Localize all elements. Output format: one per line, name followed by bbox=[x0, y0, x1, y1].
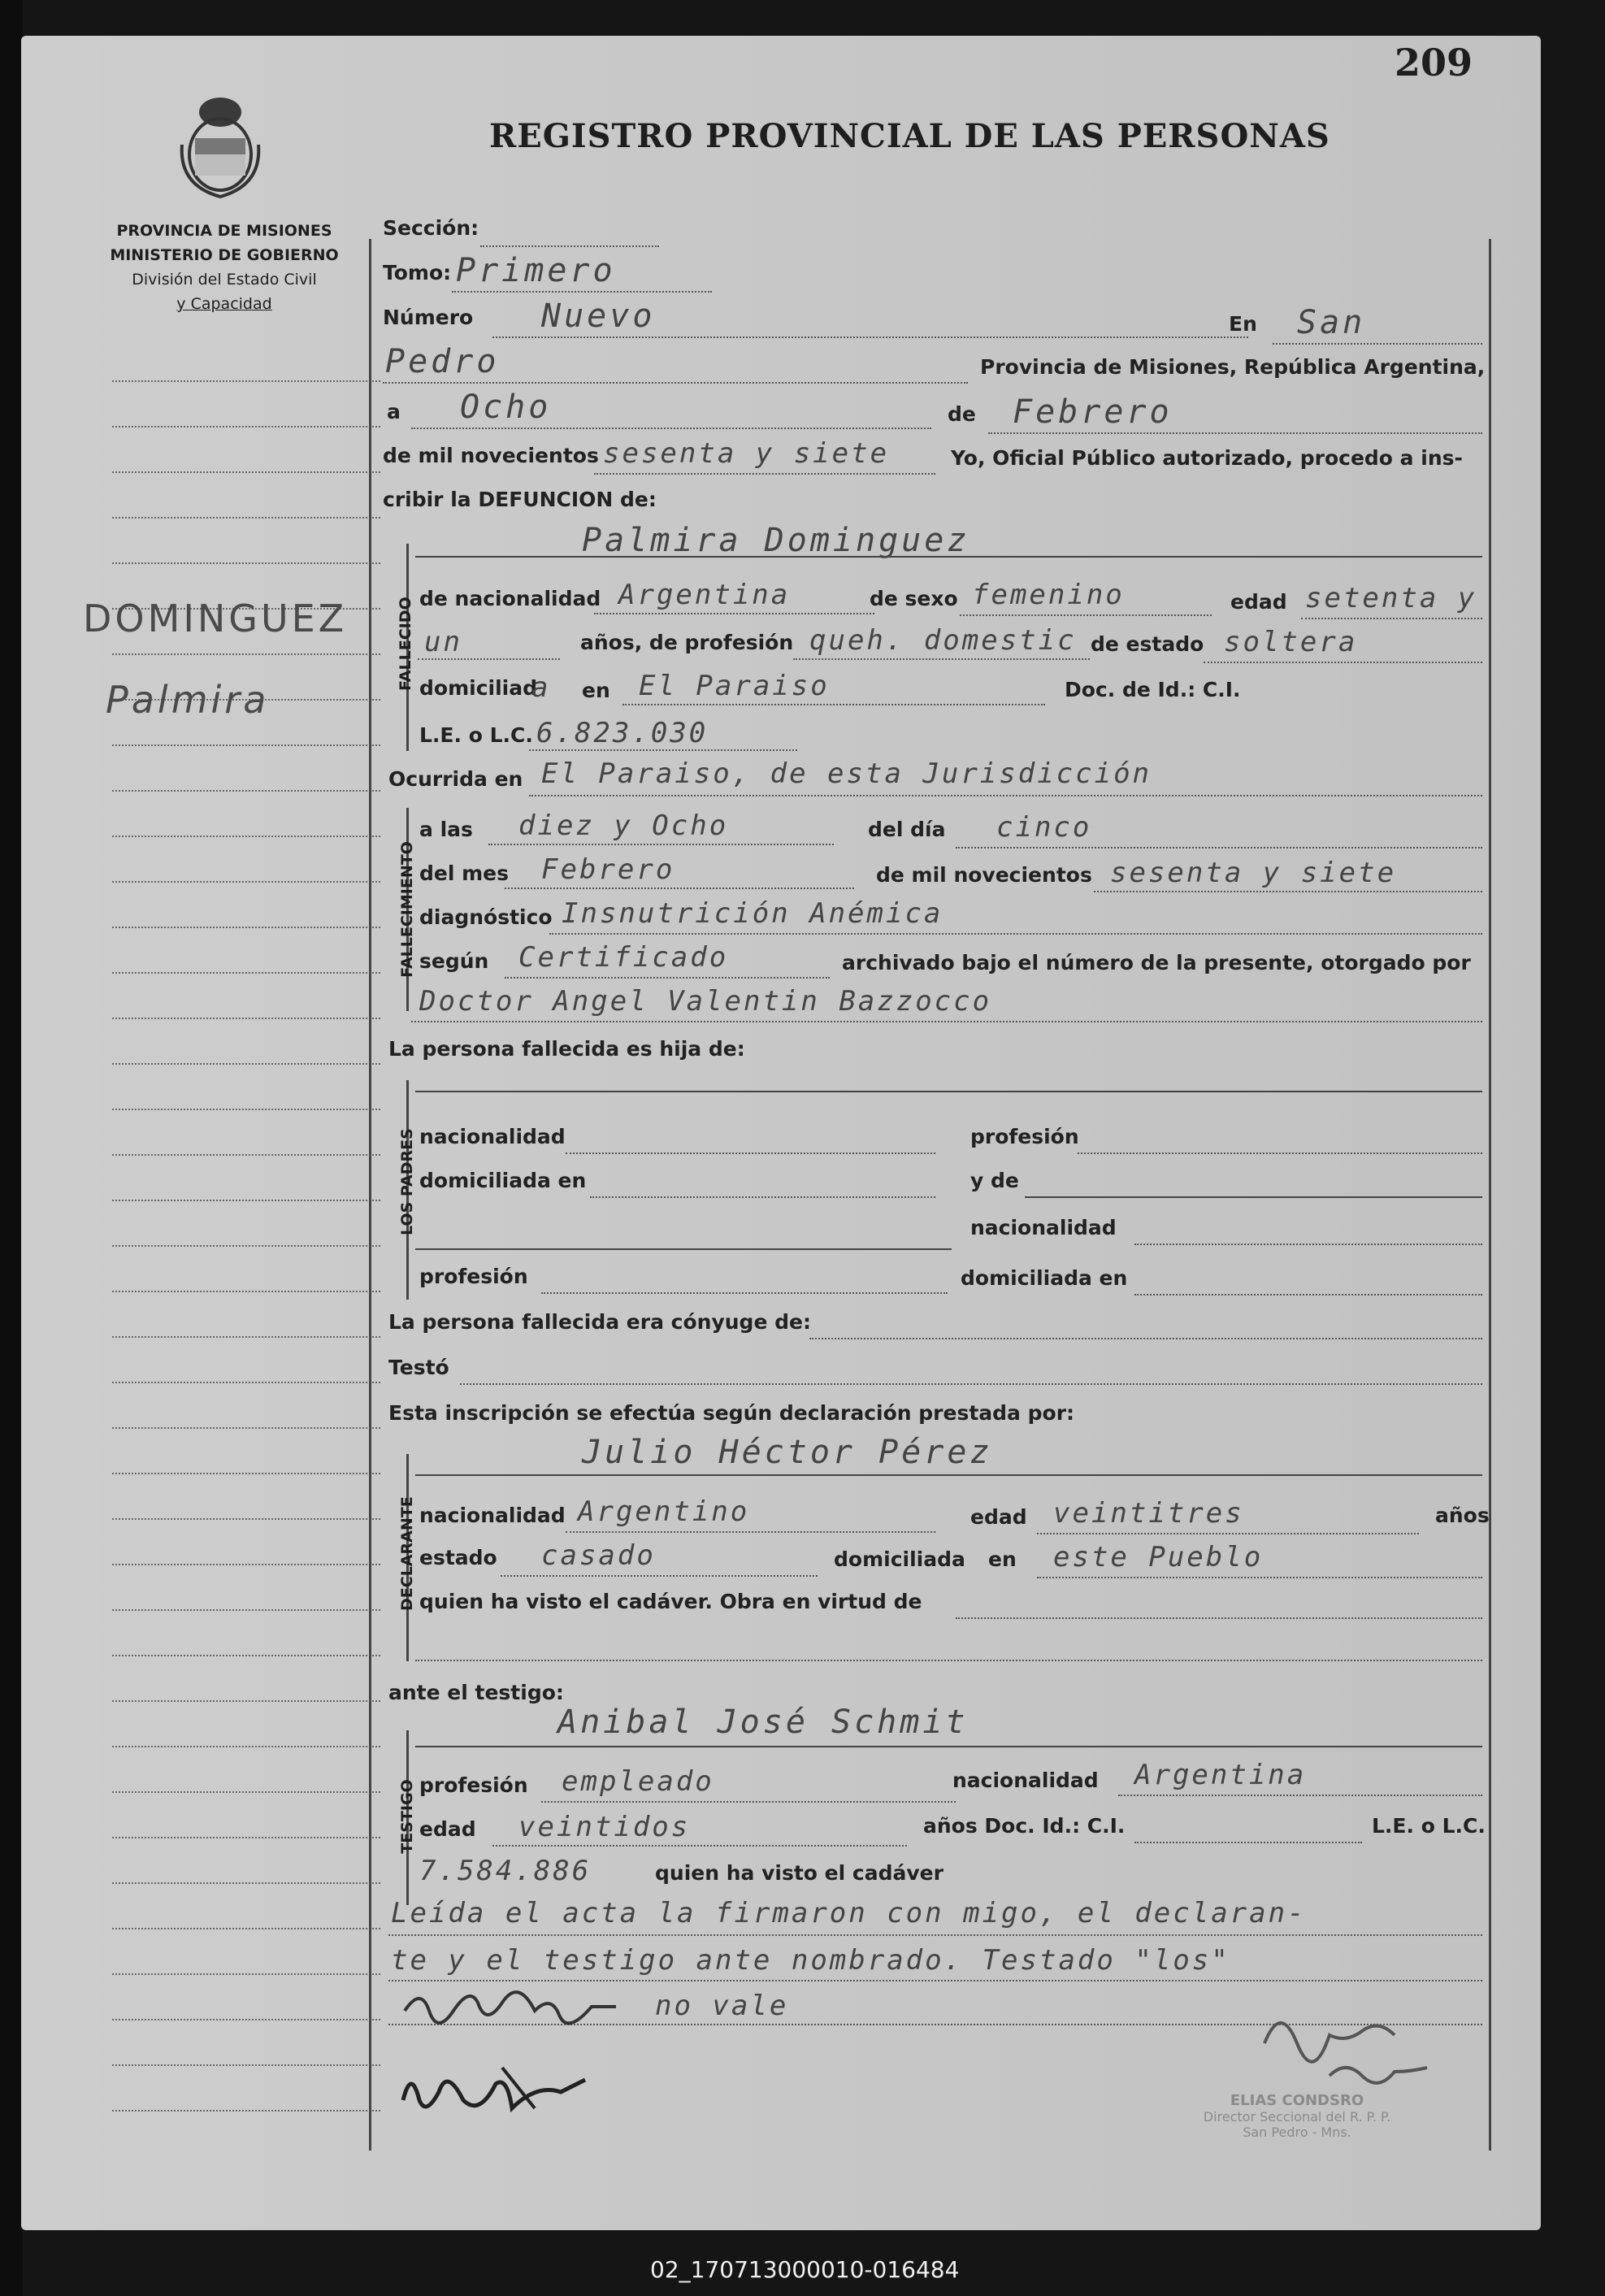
test-nacionalidad-label: nacionalidad bbox=[952, 1769, 1099, 1792]
register-page bbox=[21, 36, 1541, 2230]
decl-anos-label: años bbox=[1435, 1504, 1490, 1527]
del-dia-label: del día bbox=[868, 818, 946, 841]
mes-fall-value: Febrero bbox=[541, 853, 675, 886]
scan-id-footer: 02_170713000010-016484 bbox=[650, 2256, 960, 2283]
padre-domiciliada-label: domiciliada en bbox=[419, 1169, 587, 1192]
witness-signature bbox=[397, 2051, 608, 2125]
diagnostico-value: Insnutrición Anémica bbox=[562, 897, 943, 930]
nombre-value: Palmira Dominguez bbox=[582, 522, 970, 559]
margin-given-name: Palmira bbox=[106, 678, 270, 722]
decl-nacionalidad-label: nacionalidad bbox=[419, 1504, 566, 1527]
a-las-label: a las bbox=[419, 818, 473, 841]
agency-heading bbox=[78, 219, 371, 316]
stamp-place: San Pedro - Mns. bbox=[1243, 2125, 1351, 2140]
estado-value: soltera bbox=[1224, 626, 1358, 658]
segun-label: según bbox=[419, 949, 489, 973]
test-quien-label: quien ha visto el cadáver bbox=[655, 1861, 943, 1885]
profesion-value: queh. domestic bbox=[809, 624, 1077, 657]
agency-division: División del Estado Civil bbox=[132, 271, 317, 289]
decl-estado-value: casado bbox=[541, 1539, 656, 1572]
fallecido-side-label: FALLECIDO bbox=[397, 597, 414, 691]
nacionalidad-value: Argentina bbox=[618, 579, 791, 611]
de-sexo-label: de sexo bbox=[870, 587, 958, 610]
test-nacionalidad-value: Argentina bbox=[1134, 1759, 1307, 1791]
inscribir-label: cribir la DEFUNCION de: bbox=[383, 488, 657, 511]
hora-value: diez y Ocho bbox=[518, 809, 729, 842]
anos-profesion-label: años, de profesión bbox=[580, 631, 794, 654]
madre-profesion-label: profesión bbox=[419, 1265, 528, 1288]
ano-value: sesenta y siete bbox=[603, 437, 890, 470]
margin-surname: DOMINGUEZ bbox=[83, 597, 348, 640]
de-mil-label: de mil novecientos bbox=[383, 444, 599, 467]
page-number: 209 bbox=[1395, 41, 1473, 85]
hija-de-label: La persona fallecida es hija de: bbox=[388, 1037, 745, 1061]
y-de-label: y de bbox=[970, 1169, 1019, 1192]
sexo-value: femenino bbox=[972, 579, 1125, 611]
le-lc-value: 6.823.030 bbox=[536, 717, 709, 749]
domicilio-value: El Paraiso bbox=[639, 670, 830, 702]
a-label: a bbox=[387, 400, 401, 423]
scan-edge bbox=[0, 0, 23, 2296]
oficial-label: Yo, Oficial Público autorizado, procedo a ins- bbox=[951, 446, 1463, 470]
lugar-value: Pedro bbox=[385, 343, 500, 380]
fallecimiento-side-label: FALLECIMIENTO bbox=[398, 841, 416, 978]
seccion-label: Sección: bbox=[383, 216, 479, 240]
decl-edad-label: edad bbox=[970, 1505, 1027, 1529]
padre-profesion-label: profesión bbox=[970, 1125, 1079, 1148]
test-le-lc-value: 7.584.886 bbox=[419, 1855, 592, 1887]
diagnostico-label: diagnóstico bbox=[419, 905, 553, 929]
ante-testigo-label: ante el testigo: bbox=[388, 1681, 564, 1704]
page-title: REGISTRO PROVINCIAL DE LAS PERSONAS bbox=[489, 117, 1330, 155]
en-label: En bbox=[1229, 312, 1257, 336]
official-stamp bbox=[1134, 2092, 1460, 2140]
dia-value: Ocho bbox=[460, 388, 552, 426]
domiciliad-label: domiciliad bbox=[419, 676, 537, 700]
del-mes-label: del mes bbox=[419, 862, 510, 885]
conyuge-label: La persona fallecida era cónyuge de: bbox=[388, 1310, 811, 1334]
madre-domiciliada-label: domiciliada en bbox=[961, 1266, 1128, 1290]
provincia-label: Provincia de Misiones, República Argentina, bbox=[980, 355, 1486, 379]
testigo-value: Anibal José Schmit bbox=[557, 1704, 969, 1741]
test-edad-label: edad bbox=[419, 1817, 476, 1841]
numero-label: Número bbox=[383, 306, 474, 329]
decl-nacionalidad-value: Argentino bbox=[578, 1495, 750, 1528]
segun-value: Certificado bbox=[518, 941, 729, 974]
declarant-signature bbox=[397, 1978, 624, 2035]
domicilio-sufijo-value: a bbox=[531, 671, 551, 704]
closing-line-2: te y el testigo ante nombrado. Testado "los" bbox=[391, 1944, 1230, 1977]
tomo-value: Primero bbox=[456, 252, 616, 289]
agency-province: PROVINCIA DE MISIONES bbox=[116, 222, 332, 240]
stamp-name: ELIAS CONDSRO bbox=[1230, 2092, 1364, 2109]
en-dom-label: en bbox=[582, 679, 610, 702]
test-edad-value: veintidos bbox=[518, 1811, 691, 1843]
ocurrida-label: Ocurrida en bbox=[388, 767, 523, 791]
test-profesion-label: profesión bbox=[419, 1773, 528, 1797]
inscripcion-label: Esta inscripción se efectúa según declaración prestada por: bbox=[388, 1401, 1075, 1425]
agency-capacity: y Capacidad bbox=[176, 295, 272, 313]
testigo-side-label: TESTIGO bbox=[398, 1779, 416, 1854]
edad-value-1: setenta y bbox=[1305, 582, 1477, 614]
de-label: de bbox=[948, 402, 976, 426]
decl-en-label: en bbox=[988, 1547, 1017, 1571]
padres-side-label: LOS PADRES bbox=[398, 1128, 416, 1235]
main-frame-left bbox=[369, 239, 371, 2151]
testo-label: Testó bbox=[388, 1356, 449, 1379]
main-frame-right bbox=[1489, 239, 1491, 2151]
le-lc-label: L.E. o L.C. bbox=[419, 723, 533, 747]
decl-domicilio-value: este Pueblo bbox=[1053, 1541, 1264, 1573]
closing-line-3: no vale bbox=[655, 1990, 789, 2022]
agency-ministry: MINISTERIO DE GOBIERNO bbox=[110, 246, 339, 264]
decl-estado-label: estado bbox=[419, 1546, 497, 1569]
de-mil-fall-label: de mil novecientos bbox=[876, 863, 1092, 887]
declarante-side-label: DECLARANTE bbox=[398, 1496, 416, 1611]
ano-fall-value: sesenta y siete bbox=[1110, 857, 1397, 889]
quien-ha-visto-label: quien ha visto el cadáver. Obra en virtud de bbox=[419, 1590, 922, 1613]
medico-value: Doctor Angel Valentin Bazzocco bbox=[419, 985, 992, 1018]
official-signature bbox=[1240, 1994, 1468, 2092]
edad-label: edad bbox=[1230, 590, 1287, 614]
de-nacionalidad-label: de nacionalidad bbox=[419, 587, 601, 610]
test-profesion-value: empleado bbox=[562, 1765, 714, 1798]
closing-line-1: Leída el acta la firmaron con migo, el declaran- bbox=[391, 1897, 1307, 1929]
doc-id-label: Doc. de Id.: C.I. bbox=[1065, 678, 1241, 701]
numero-value: Nuevo bbox=[541, 297, 656, 335]
ocurrida-value: El Paraiso, de esta Jurisdicción bbox=[541, 757, 1152, 790]
coat-of-arms-icon bbox=[176, 88, 265, 202]
en-value: San bbox=[1297, 304, 1366, 341]
edad-value-2: un bbox=[424, 626, 462, 658]
mes-value: Febrero bbox=[1013, 393, 1173, 431]
madre-nacionalidad-label: nacionalidad bbox=[970, 1216, 1117, 1239]
stamp-title: Director Seccional del R. P. P. bbox=[1203, 2109, 1391, 2125]
decl-domiciliada-label: domiciliada bbox=[834, 1547, 965, 1571]
declarante-value: Julio Héctor Pérez bbox=[582, 1434, 993, 1471]
test-anos-doc-label: años Doc. Id.: C.I. bbox=[923, 1814, 1126, 1838]
decl-edad-value: veintitres bbox=[1053, 1497, 1244, 1530]
tomo-label: Tomo: bbox=[383, 261, 452, 284]
archivado-label: archivado bajo el número de la presente, otorgado por bbox=[842, 951, 1471, 974]
padre-nacionalidad-label: nacionalidad bbox=[419, 1125, 566, 1148]
test-le-lc-label: L.E. o L.C. bbox=[1372, 1814, 1486, 1838]
de-estado-label: de estado bbox=[1091, 632, 1204, 656]
dia-fall-value: cinco bbox=[996, 811, 1092, 844]
